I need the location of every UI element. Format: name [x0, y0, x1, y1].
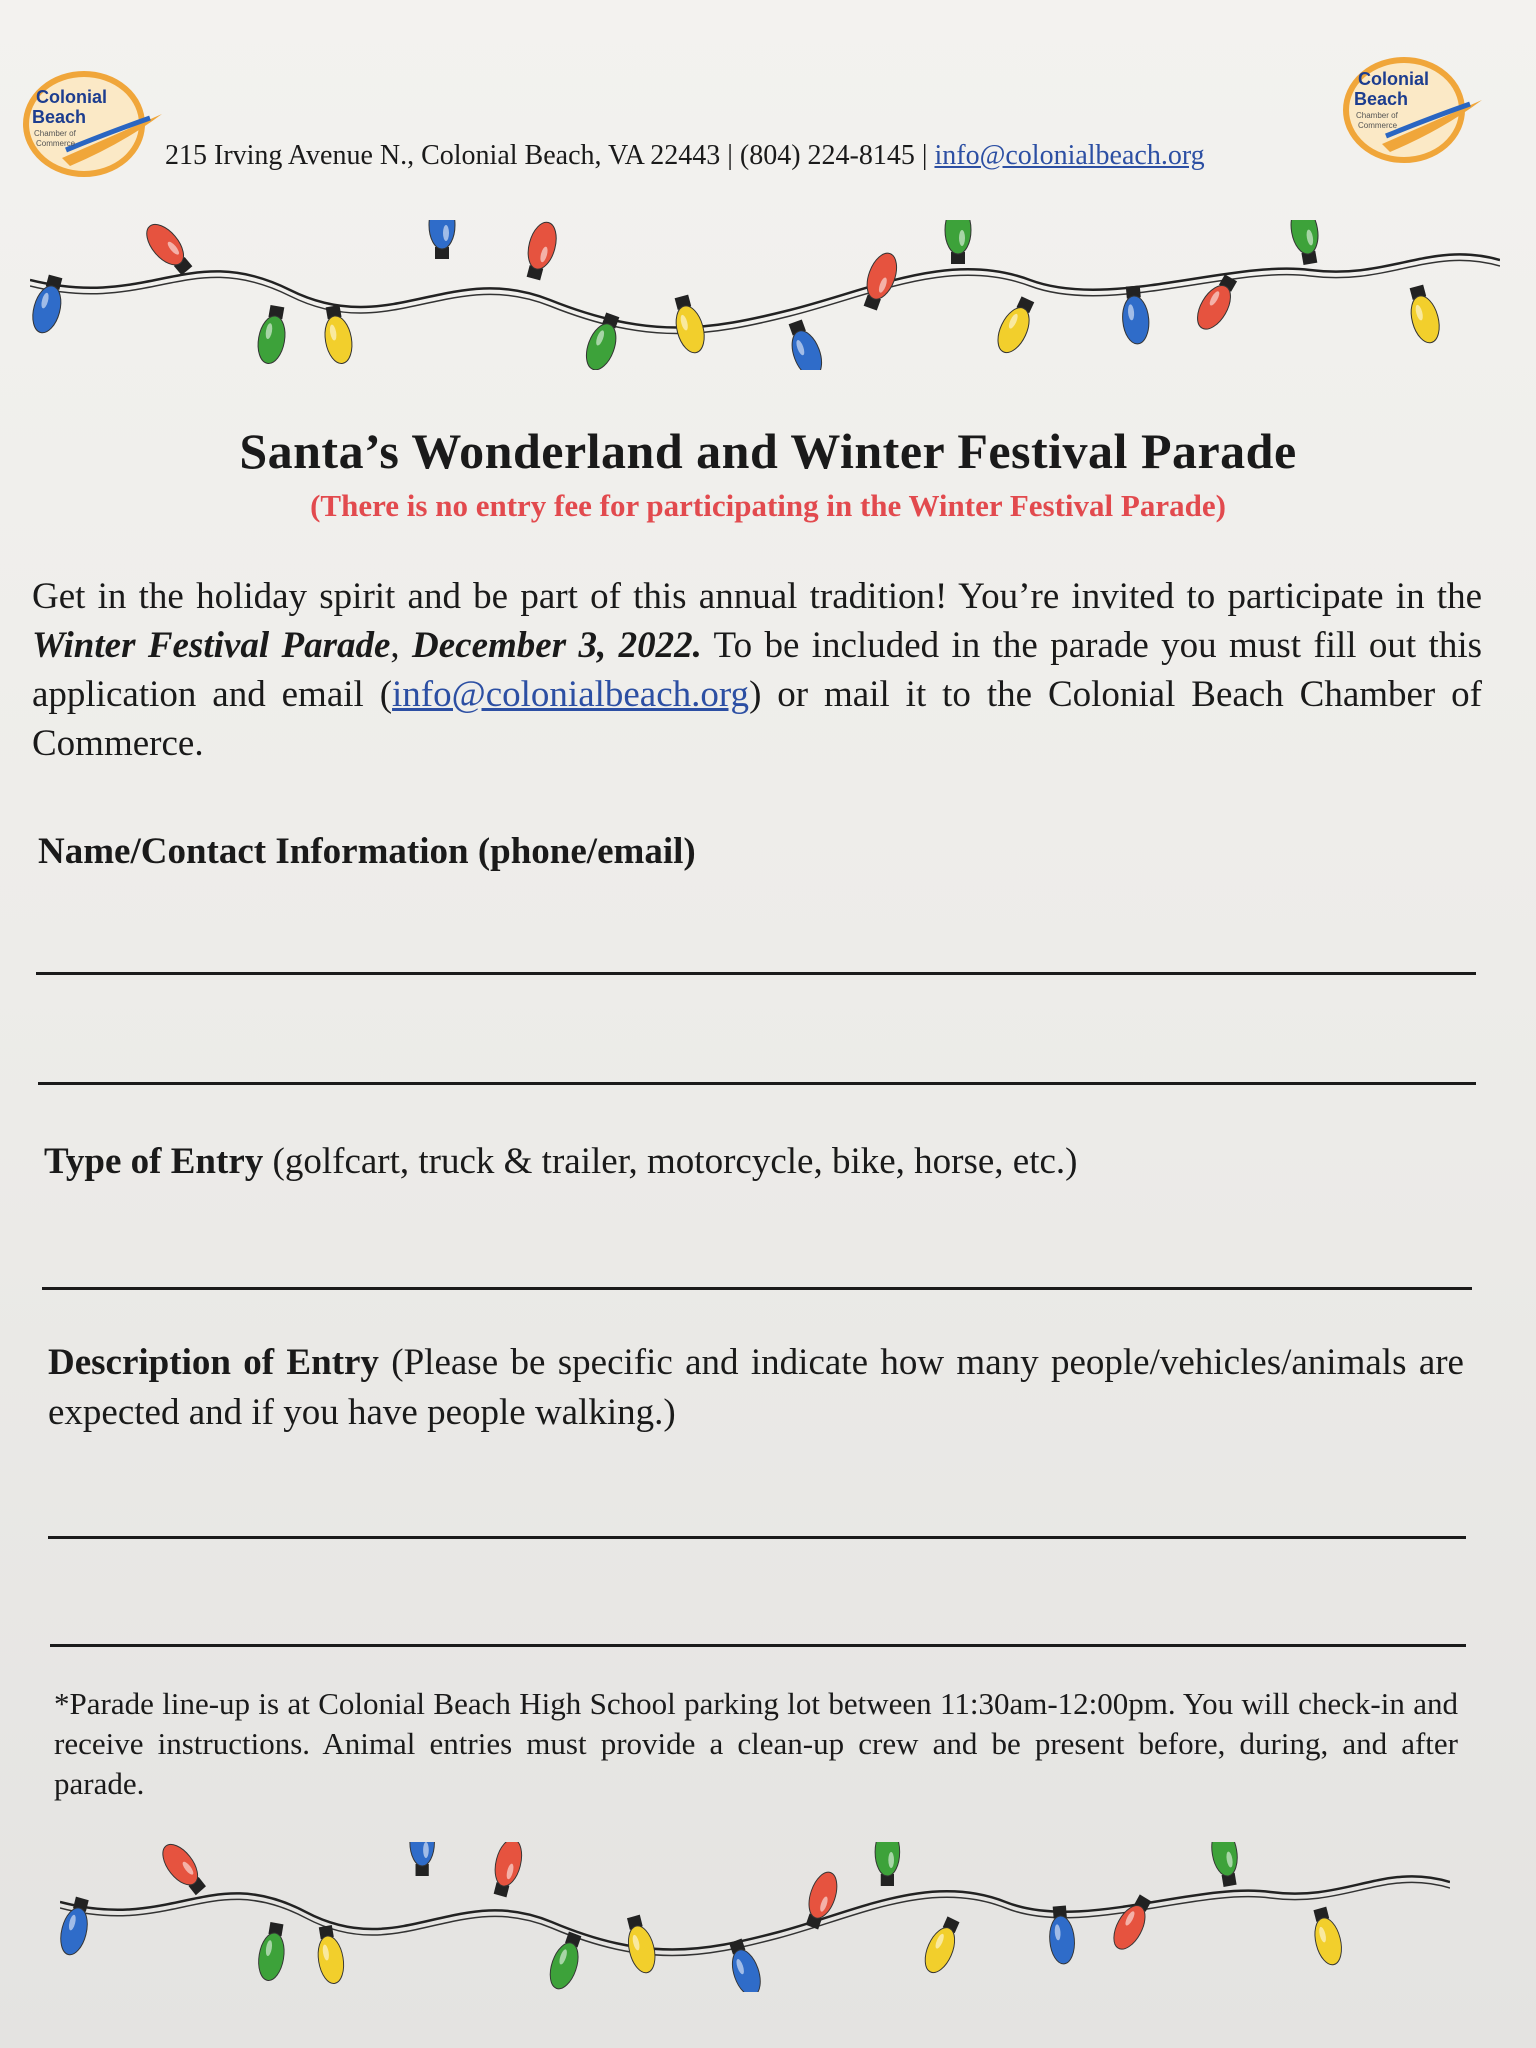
light-bulb-icon — [488, 1842, 526, 1899]
intro-email-link[interactable]: info@colonialbeach.org — [392, 674, 750, 715]
chamber-logo-left — [22, 66, 167, 181]
event-date: December 3, 2022. — [412, 625, 702, 666]
logo-line-4: Commerce — [1358, 121, 1398, 130]
contact-label: Name/Contact Information (phone/email) — [38, 831, 696, 872]
intro-paragraph — [32, 572, 1482, 768]
light-wire — [30, 254, 1500, 327]
light-bulb-icon — [992, 294, 1040, 358]
intro-sep: , — [390, 625, 413, 666]
light-bulb-icon — [919, 1914, 964, 1978]
intro-text-3: ) or mail it to the Colonial Beach Chamber of Commerce. — [32, 674, 1482, 764]
light-bulb-icon — [1107, 1891, 1156, 1954]
light-bulb-icon — [945, 220, 971, 264]
light-bulb-icon — [313, 1924, 347, 1986]
light-bulb-icon — [669, 293, 709, 356]
intro-text-2: To be included in the parade you must fill out this application and email ( — [32, 625, 1483, 715]
address-text: 215 Irving Avenue N., Colonial Beach, VA 22443 | (804) 224-8145 | — [165, 140, 935, 171]
description-hint: (Please be specific and indicate how many people/vehicles/animals are expected and if you have people walking.) — [48, 1342, 1464, 1433]
description-label — [48, 1338, 1464, 1438]
logo-line-2: Beach — [1354, 89, 1409, 109]
light-bulb-icon — [800, 1868, 842, 1931]
christmas-lights-bottom — [60, 1842, 1450, 1992]
logo-line-4: Commerce — [36, 139, 76, 148]
light-bulb-icon — [1208, 1842, 1242, 1888]
light-bulb-icon — [140, 220, 197, 279]
description-line-2[interactable] — [50, 1644, 1466, 1647]
light-bulb-icon — [255, 1921, 289, 1983]
event-name: Winter Festival Parade — [32, 625, 391, 666]
light-bulb-icon — [1308, 1905, 1346, 1968]
light-bulb-icon — [1404, 283, 1444, 346]
entry-type-label — [44, 1140, 1078, 1183]
christmas-lights-top — [30, 220, 1500, 370]
no-fee-note: (There is no entry fee for participating in the Winter Festival Parade) — [310, 488, 1226, 523]
logo-line-2: Beach — [32, 107, 87, 127]
entry-type-line[interactable] — [42, 1287, 1472, 1290]
logo-line-1: Colonial — [1358, 69, 1429, 89]
lineup-note: *Parade line-up is at Colonial Beach High School parking lot between 11:30am-12:00pm. You will check-in and receive instructions. Animal entries must provide a clean-up crew and be present before, during, and after parade. — [54, 1686, 1458, 1801]
light-bulb-icon — [545, 1929, 587, 1992]
logo-line-1: Colonial — [36, 87, 107, 107]
light-bulb-icon — [724, 1936, 766, 1992]
contact-line-1[interactable] — [36, 972, 1476, 975]
entry-type-title: Type of Entry — [44, 1141, 264, 1182]
light-bulb-icon — [521, 220, 561, 282]
logo-line-3: Chamber of — [1356, 111, 1398, 120]
contact-line-2[interactable] — [38, 1082, 1476, 1085]
light-bulb-icon — [1047, 1905, 1076, 1965]
light-bulb-icon — [1288, 220, 1324, 266]
page-title: Santa’s Wonderland and Winter Festival Parade — [239, 423, 1297, 479]
light-bulb-icon — [429, 220, 455, 259]
chamber-logo-right — [1342, 52, 1487, 167]
light-bulb-icon — [410, 1842, 435, 1876]
light-bulb-icon — [875, 1842, 900, 1886]
logo-line-3: Chamber of — [34, 129, 76, 138]
header-email-link[interactable]: info@colonialbeach.org — [934, 140, 1205, 171]
light-bulb-icon — [156, 1842, 210, 1899]
intro-text-1: Get in the holiday spirit and be part of this annual tradition! You’re invited to participate in the — [32, 576, 1482, 617]
light-bulb-icon — [783, 317, 827, 370]
light-wire — [30, 260, 1500, 333]
description-line-1[interactable] — [48, 1536, 1466, 1539]
entry-type-hint: (golfcart, truck & trailer, motorcycle, bike, horse, etc.) — [263, 1141, 1078, 1182]
description-title: Description of Entry — [48, 1342, 379, 1383]
light-bulb-icon — [255, 304, 291, 366]
address-line — [165, 140, 1205, 172]
